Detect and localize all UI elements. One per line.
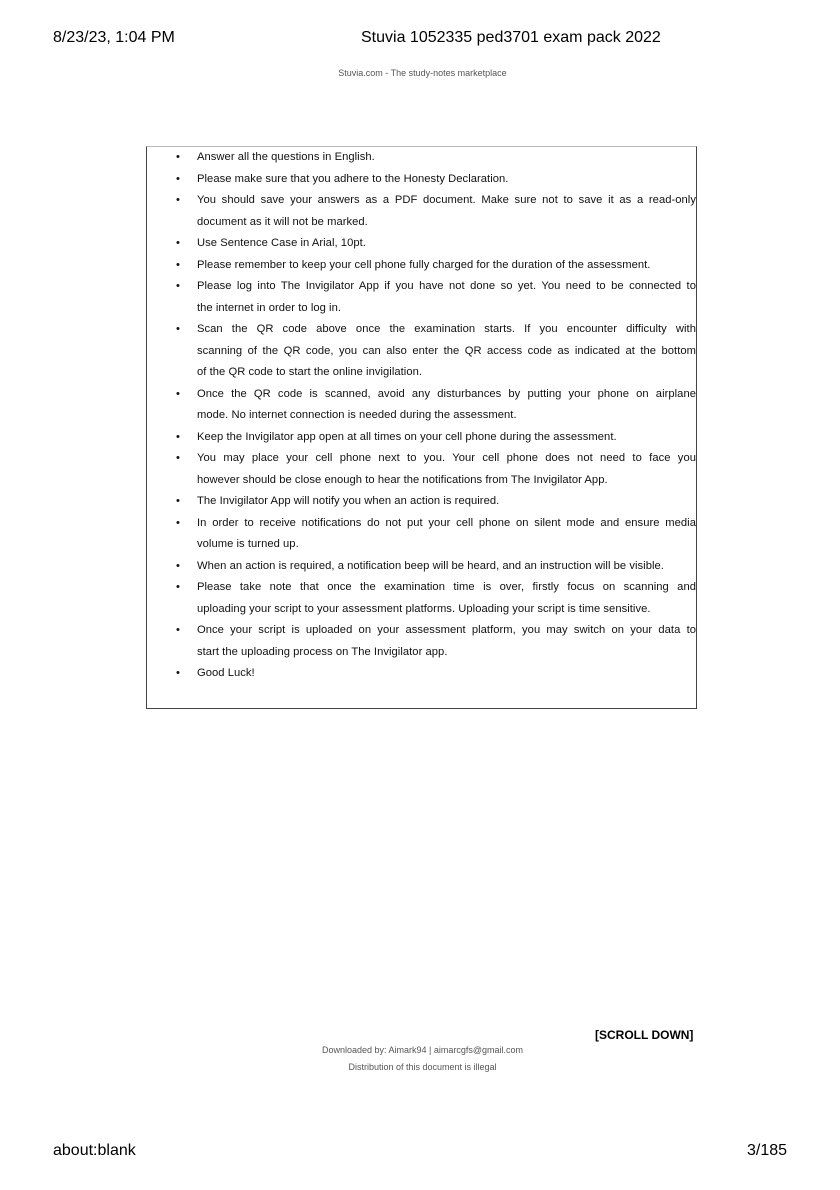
bullet-icon: •	[176, 172, 180, 185]
instruction-item	[147, 427, 696, 449]
site-tagline: Stuvia.com - The study-notes marketplace	[338, 68, 507, 78]
instruction-line: Scan the QR code above once the examination starts. If you encounter difficulty with	[197, 323, 696, 335]
print-header-title: Stuvia 1052335 ped3701 exam pack 2022	[361, 29, 661, 46]
instruction-line: Please take note that once the examination time is over, firstly focus on scanning and	[197, 581, 696, 593]
bullet-icon: •	[176, 237, 180, 249]
bullet-icon: •	[176, 258, 180, 271]
bullet-icon: •	[176, 323, 180, 335]
instruction-item	[147, 491, 696, 513]
instruction-line: Once the QR code is scanned, avoid any disturbances by putting your phone on airplane	[197, 387, 696, 400]
instruction-line: You should save your answers as a PDF document. Make sure not to save it as a read-only	[197, 194, 696, 206]
instruction-line: however should be close enough to hear the notifications from The Invigilator App.	[197, 473, 608, 486]
bullet-icon: •	[176, 280, 180, 292]
instruction-line: the internet in order to log in.	[197, 301, 342, 314]
print-header-datetime: 8/23/23, 1:04 PM	[53, 29, 175, 46]
instruction-item	[147, 663, 696, 685]
instructions-box	[146, 146, 697, 709]
instruction-line: Answer all the questions in English.	[197, 151, 375, 163]
bullet-icon: •	[176, 194, 180, 206]
instruction-item	[147, 147, 696, 169]
instruction-item	[147, 448, 696, 491]
instruction-item	[147, 276, 696, 319]
instruction-line: mode. No internet connection is needed during the assessment.	[197, 409, 517, 421]
instruction-line: scanning of the QR code, you can also enter the QR access code as indicated at the bottom	[197, 344, 696, 357]
instruction-line: Use Sentence Case in Arial, 10pt.	[197, 237, 366, 249]
instruction-line: document as it will not be marked.	[197, 215, 368, 228]
print-footer-url: about:blank	[53, 1142, 136, 1159]
instruction-item	[147, 255, 696, 277]
instruction-item	[147, 233, 696, 255]
bullet-icon: •	[176, 452, 180, 464]
bullet-icon: •	[176, 387, 180, 400]
instruction-item	[147, 190, 696, 233]
instruction-line: Once your script is uploaded on your assessment platform, you may switch on your data to	[197, 624, 696, 636]
instruction-line: of the QR code to start the online invigilation.	[197, 366, 423, 378]
instruction-item	[147, 577, 696, 620]
bullet-icon: •	[176, 516, 180, 529]
instruction-item	[147, 620, 696, 663]
instruction-item	[147, 556, 696, 578]
instruction-item	[147, 513, 696, 556]
instruction-line: Keep the Invigilator app open at all times on your cell phone during the assessment.	[197, 430, 617, 443]
instruction-line: volume is turned up.	[197, 538, 299, 550]
instruction-item	[147, 384, 696, 427]
print-footer-page: 3/185	[747, 1142, 788, 1159]
instruction-item	[147, 319, 696, 384]
bullet-icon: •	[176, 581, 180, 593]
instruction-line: start the uploading process on The Invigilator app.	[197, 645, 448, 658]
instructions-list	[147, 147, 696, 685]
instruction-line: You may place your cell phone next to you. Your cell phone does not need to face you	[197, 452, 696, 464]
instruction-line: Please log into The Invigilator App if you have not done so yet. You need to be connected to	[197, 280, 696, 292]
instruction-line: When an action is required, a notification beep will be heard, and an instruction will be visible.	[197, 559, 664, 572]
bullet-icon: •	[176, 495, 180, 507]
instruction-line: The Invigilator App will notify you when an action is required.	[197, 495, 500, 507]
instruction-line: Good Luck!	[197, 667, 255, 679]
distribution-notice: Distribution of this document is illegal	[348, 1062, 497, 1072]
instruction-line: uploading your script to your assessment platforms. Uploading your script is time sensitive.	[197, 602, 651, 615]
instruction-item	[147, 169, 696, 191]
instruction-line: Please remember to keep your cell phone fully charged for the duration of the assessment.	[197, 258, 651, 271]
bullet-icon: •	[176, 430, 180, 443]
bullet-icon: •	[176, 624, 180, 636]
scroll-down-label: [SCROLL DOWN]	[595, 1028, 694, 1042]
bullet-icon: •	[176, 667, 180, 679]
instruction-line: Please make sure that you adhere to the Honesty Declaration.	[197, 172, 509, 185]
downloaded-by-notice: Downloaded by: Aimark94 | aimarcgfs@gmail.com	[321, 1045, 524, 1055]
bullet-icon: •	[176, 559, 180, 572]
bullet-icon: •	[176, 151, 180, 163]
instruction-line: In order to receive notifications do not put your cell phone on silent mode and ensure media	[197, 516, 696, 529]
